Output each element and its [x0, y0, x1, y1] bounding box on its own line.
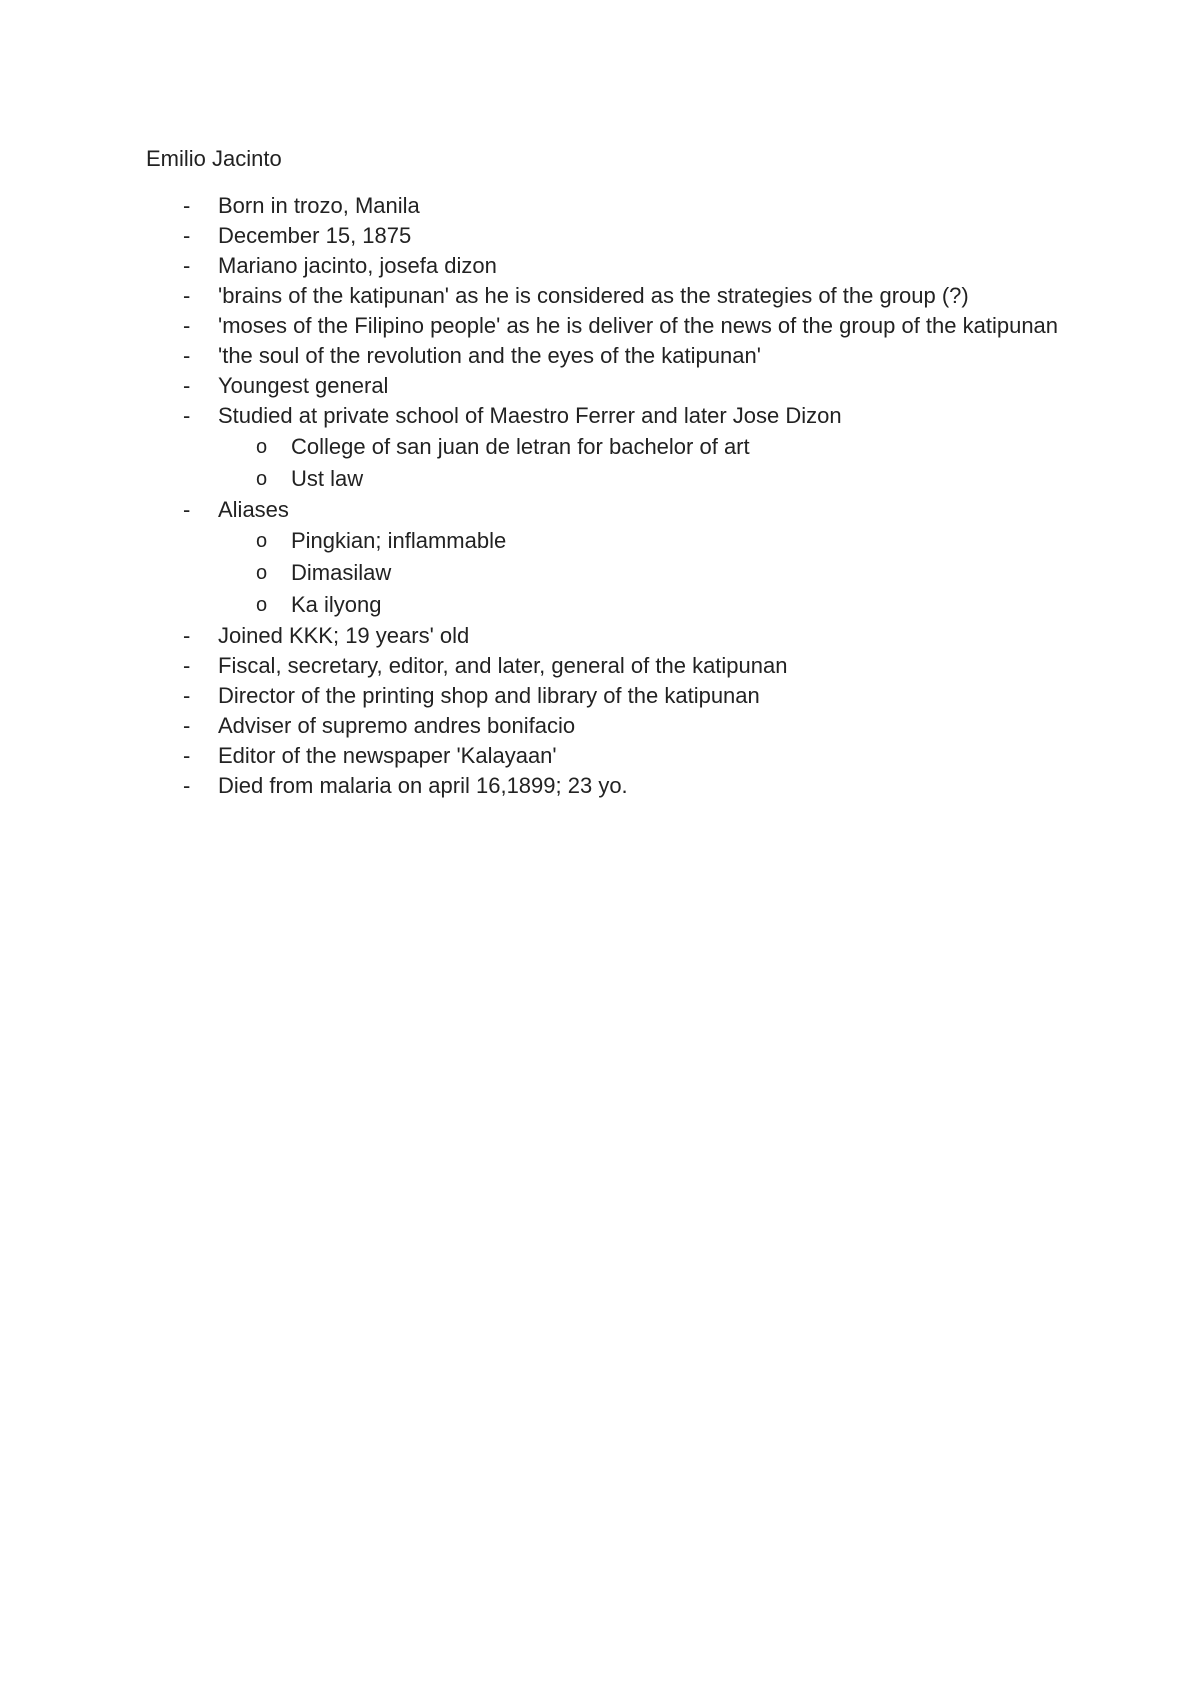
- circle-bullet: o: [256, 468, 268, 490]
- dash-bullet: -: [183, 497, 191, 522]
- sub-list-item: [0, 557, 1200, 589]
- circle-bullet: o: [256, 594, 268, 616]
- list-item: [0, 771, 1200, 801]
- circle-bullet: o: [256, 436, 268, 458]
- list-item-text: 'brains of the katipunan' as he is considered as the strategies of the group (?): [218, 283, 969, 308]
- list-item-text: December 15, 1875: [218, 223, 412, 248]
- dash-bullet: -: [183, 653, 191, 678]
- dash-bullet: -: [183, 193, 191, 218]
- dash-bullet: -: [183, 403, 191, 428]
- list-item: [0, 681, 1200, 711]
- dash-bullet: -: [183, 253, 191, 278]
- list-item-text: Died from malaria on april 16,1899; 23 yo.: [218, 773, 628, 798]
- sub-list-item: [0, 589, 1200, 621]
- list-item-text: 'moses of the Filipino people' as he is deliver of the news of the group of the katipunan: [218, 313, 1059, 338]
- sub-list-item-text: Ust law: [291, 466, 364, 491]
- list-item-text: Mariano jacinto, josefa dizon: [218, 253, 497, 278]
- list-item: [0, 621, 1200, 651]
- sub-list-item: [0, 525, 1200, 557]
- list-item-text: Editor of the newspaper 'Kalayaan': [218, 743, 557, 768]
- sub-list-item-text: Pingkian; inflammable: [291, 528, 507, 553]
- list-item: [0, 251, 1200, 281]
- dash-bullet: -: [183, 343, 191, 368]
- list-item: [0, 371, 1200, 401]
- sub-list-item: [0, 431, 1200, 463]
- list-item-text: Joined KKK; 19 years' old: [218, 623, 470, 648]
- dash-bullet: -: [183, 773, 191, 798]
- list-item: [0, 711, 1200, 741]
- sub-list-item: [0, 463, 1200, 495]
- dash-bullet: -: [183, 313, 191, 338]
- list-item: [0, 741, 1200, 771]
- list-item-text: Aliases: [218, 497, 289, 522]
- list-item: [0, 281, 1200, 311]
- sub-list-item-text: Dimasilaw: [291, 560, 392, 585]
- list-item: [0, 495, 1200, 525]
- list-item: [0, 401, 1200, 431]
- dash-bullet: -: [183, 683, 191, 708]
- list-item: [0, 651, 1200, 681]
- list-item: [0, 311, 1200, 341]
- list-item-text: 'the soul of the revolution and the eyes of the katipunan': [218, 343, 761, 368]
- sub-list-item-text: College of san juan de letran for bachelor of art: [291, 434, 750, 459]
- document-title: Emilio Jacinto: [146, 146, 282, 171]
- dash-bullet: -: [183, 223, 191, 248]
- dash-bullet: -: [183, 743, 191, 768]
- sub-list-item-text: Ka ilyong: [291, 592, 382, 617]
- list-item-text: Born in trozo, Manila: [218, 193, 420, 218]
- circle-bullet: o: [256, 562, 268, 584]
- bullet-list: [0, 191, 1200, 801]
- list-item-text: Director of the printing shop and library of the katipunan: [218, 683, 760, 708]
- dash-bullet: -: [183, 623, 191, 648]
- list-item: [0, 221, 1200, 251]
- list-item-text: Adviser of supremo andres bonifacio: [218, 713, 576, 738]
- circle-bullet: o: [256, 530, 268, 552]
- dash-bullet: -: [183, 283, 191, 308]
- list-item-text: Youngest general: [218, 373, 389, 398]
- list-item: [0, 191, 1200, 221]
- list-item: [0, 341, 1200, 371]
- dash-bullet: -: [183, 373, 191, 398]
- list-item-text: Studied at private school of Maestro Ferrer and later Jose Dizon: [218, 403, 842, 428]
- dash-bullet: -: [183, 713, 191, 738]
- list-item-text: Fiscal, secretary, editor, and later, general of the katipunan: [218, 653, 788, 678]
